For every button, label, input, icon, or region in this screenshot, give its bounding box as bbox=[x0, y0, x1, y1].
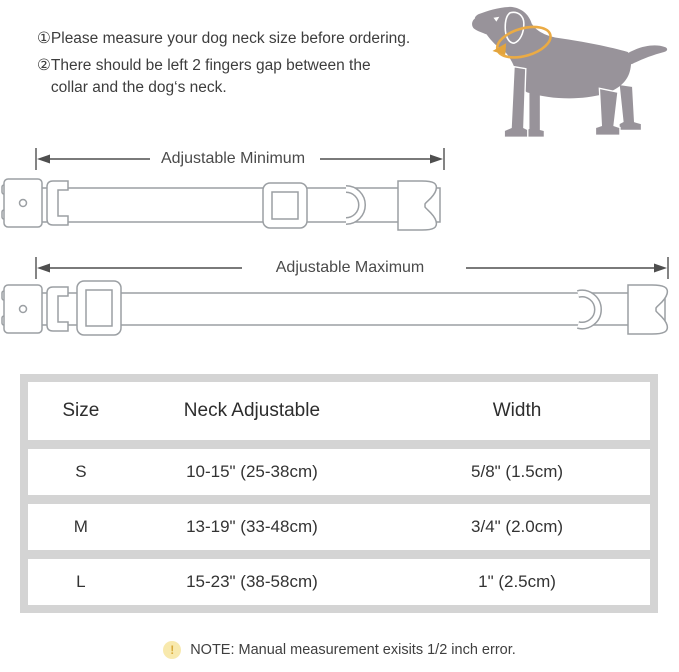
column-header-width: Width bbox=[492, 400, 542, 421]
metal-buckle bbox=[2, 285, 68, 333]
cell-width: 3/4" (2.0cm) bbox=[471, 517, 564, 536]
tri-glide-slider bbox=[263, 183, 307, 228]
instruction-text-1: Please measure your dog neck size before ordering. bbox=[50, 30, 411, 47]
instruction-item-1 bbox=[37, 28, 457, 50]
size-table bbox=[20, 374, 658, 613]
collar-strap bbox=[40, 293, 665, 325]
arrow-left-head-icon bbox=[37, 155, 50, 164]
column-header-neck-adjustable: Neck Adjustable bbox=[183, 400, 321, 421]
note-text: NOTE: Manual measurement exisits 1/2 inch error. bbox=[190, 642, 516, 658]
cell-width: 5/8" (1.5cm) bbox=[471, 462, 564, 481]
dog-near-legs bbox=[504, 67, 528, 138]
tri-glide-slider bbox=[77, 281, 121, 335]
cell-size: S bbox=[75, 462, 87, 481]
dog-tail bbox=[625, 45, 667, 64]
column-header-size: Size bbox=[62, 400, 100, 421]
collar-drawing-min bbox=[2, 179, 440, 230]
arrow-left-head-icon bbox=[37, 264, 50, 273]
adjustable-minimum-diagram bbox=[0, 145, 679, 250]
collar-drawing-max bbox=[2, 281, 667, 335]
cell-size: L bbox=[76, 572, 86, 591]
cell-width: 1" (2.5cm) bbox=[478, 572, 556, 591]
table-row-s bbox=[28, 449, 650, 495]
table-header-row bbox=[28, 382, 650, 440]
adjustable-maximum-label: Adjustable Maximum bbox=[272, 259, 429, 277]
arrow-right-head-icon bbox=[654, 264, 667, 273]
cell-neck: 15-23" (38-58cm) bbox=[186, 572, 318, 591]
instruction-text-2 bbox=[51, 55, 457, 99]
instruction-number-1: ① bbox=[37, 30, 51, 47]
instruction-text-2-line2: collar and the dog‘s neck. bbox=[50, 79, 227, 96]
instruction-text-2-line1: There should be left 2 fingers gap between the bbox=[50, 57, 371, 74]
dog-illustration bbox=[462, 2, 672, 154]
table-row-m bbox=[28, 504, 650, 550]
table-row-l bbox=[28, 559, 650, 605]
arrow-right-head-icon bbox=[430, 155, 443, 164]
instruction-number-2: ② bbox=[37, 57, 51, 74]
adjustable-minimum-label: Adjustable Minimum bbox=[157, 150, 309, 168]
collar-strap bbox=[40, 188, 440, 222]
cell-neck: 13-19" (33-48cm) bbox=[186, 517, 318, 536]
instruction-item-2 bbox=[37, 55, 457, 99]
dog-silhouette bbox=[462, 2, 672, 154]
note-section bbox=[0, 641, 679, 659]
cell-size: M bbox=[73, 517, 88, 536]
cell-neck: 10-15" (25-38cm) bbox=[186, 462, 318, 481]
metal-buckle bbox=[2, 179, 68, 227]
exclamation-circle-icon: ! bbox=[163, 641, 181, 659]
instructions-section bbox=[37, 28, 457, 104]
